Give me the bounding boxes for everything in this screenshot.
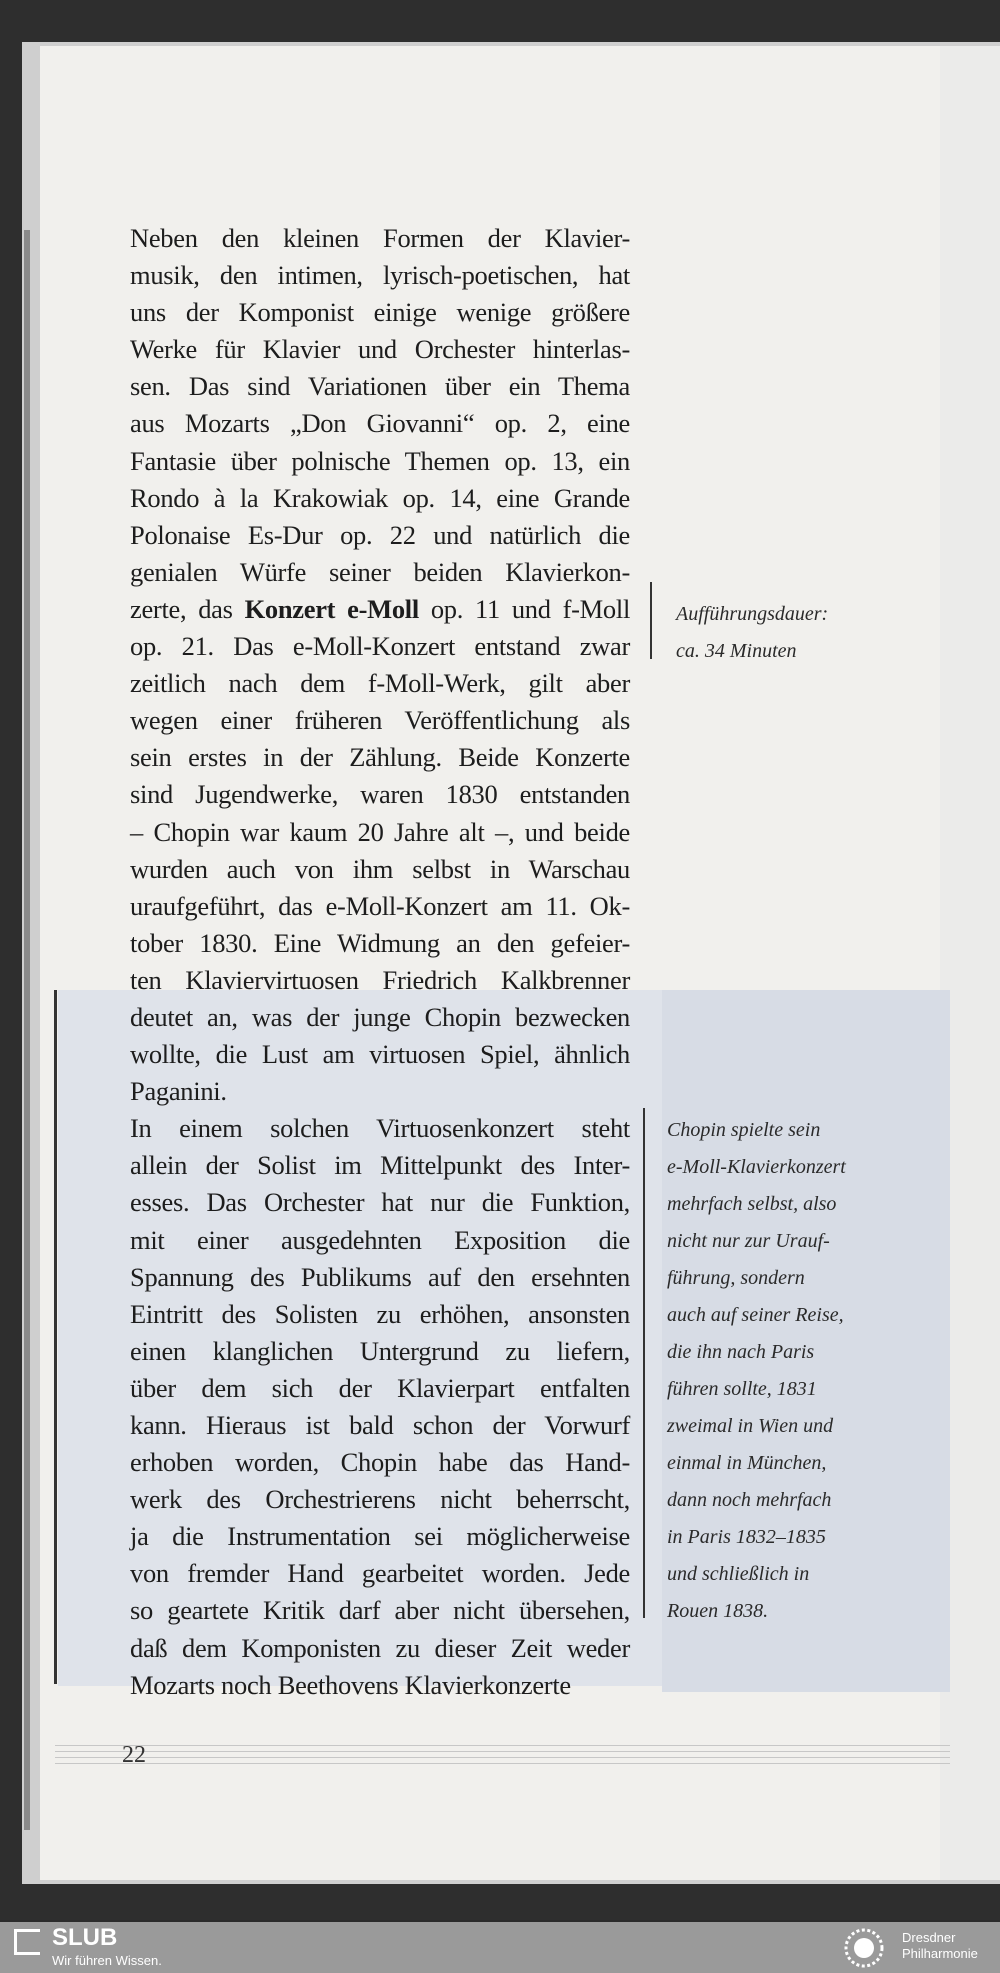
text-line: In einem solchen Virtuosenkonzert steht [130, 1113, 630, 1144]
duration-label: Aufführungsdauer: [676, 603, 829, 625]
slub-logo-icon [14, 1929, 40, 1955]
text-fragment: zerte, das [130, 593, 245, 624]
text-fragment: op. 11 und f-Moll [418, 593, 631, 624]
note-line: zweimal in Wien und [667, 1415, 834, 1437]
text-line: mit einer ausgedehnten Exposition die [130, 1224, 630, 1255]
text-line: musik, den intimen, lyrisch-poetischen, hat [130, 260, 630, 291]
text-line: kann. Hieraus ist bald schon der Vorwurf [130, 1410, 630, 1440]
body-text [130, 220, 630, 1704]
note-line: führen sollte, 1831 [667, 1378, 817, 1400]
text-line: genialen Würfe seiner beiden Klavierkon- [130, 556, 630, 587]
text-line: deutet an, was der junge Chopin bezwecken [130, 1001, 630, 1032]
text-line: wollte, die Lust am virtuosen Spiel, ähnlich [130, 1039, 630, 1070]
text-line: Polonaise Es-Dur op. 22 und natürlich die [130, 519, 630, 550]
text-line: daß dem Komponisten zu dieser Zeit weder [130, 1632, 630, 1663]
note-line: in Paris 1832–1835 [667, 1526, 826, 1548]
philharmonie-logo-icon [840, 1926, 888, 1970]
text-line: Rondo à la Krakowiak op. 14, eine Grande [130, 482, 630, 513]
text-line: über dem sich der Klavierpart entfalten [130, 1372, 630, 1403]
note-line: auch auf seiner Reise, [667, 1304, 844, 1326]
text-line: sind Jugendwerke, waren 1830 entstanden [130, 779, 630, 810]
slub-title: SLUB [52, 1924, 118, 1951]
note-line: die ihn nach Paris [667, 1341, 815, 1363]
text-line: sen. Das sind Variationen über ein Thema [130, 371, 630, 402]
text-line: werk des Orchestrierens nicht beherrscht, [130, 1484, 630, 1515]
text-line: einen klanglichen Untergrund zu liefern, [130, 1335, 630, 1366]
text-line: Paganini. [130, 1076, 227, 1107]
chopin-note-rule [643, 1108, 645, 1618]
text-line: Fantasie über polnische Themen op. 13, ein [130, 445, 630, 476]
text-line: sein erstes in der Zählung. Beide Konzerte [130, 742, 630, 773]
text-line: op. 21. Das e-Moll-Konzert entstand zwar [130, 631, 630, 662]
note-line: Rouen 1838. [667, 1600, 769, 1622]
note-line: dann noch mehrfach [667, 1489, 832, 1511]
panel-rule [54, 990, 57, 1684]
text-line: Werke für Klavier und Orchester hinterlas- [130, 334, 630, 365]
text-line: uns der Komponist einige wenige größere [130, 297, 630, 328]
work-title: Konzert e-Moll [244, 593, 419, 624]
text-line: Spannung des Publikums auf den ersehnten [130, 1261, 630, 1292]
text-line: Mozarts noch Beethovens Klavierkonzerte [130, 1669, 571, 1700]
duration-note [676, 596, 828, 670]
philharmonie-name [902, 1930, 978, 1962]
note-line: mehrfach selbst, also [667, 1193, 837, 1215]
philharmonie-line1: Dresdner [902, 1930, 956, 1945]
text-line: – Chopin war kaum 20 Jahre alt –, und beide [130, 816, 630, 847]
note-line: und schließlich in [667, 1563, 810, 1585]
text-line: von fremder Hand gearbeitet worden. Jede [130, 1558, 630, 1589]
text-line: Eintritt des Solisten zu erhöhen, ansonsten [130, 1298, 630, 1329]
text-line: aus Mozarts „Don Giovanni“ op. 2, eine [130, 408, 630, 439]
note-line: nicht nur zur Urauf- [667, 1230, 830, 1252]
text-line: allein der Solist im Mittelpunkt des Inter- [130, 1150, 630, 1181]
note-line: einmal in München, [667, 1452, 827, 1474]
text-line: erhoben worden, Chopin habe das Hand- [130, 1447, 630, 1478]
note-line: führung, sondern [667, 1267, 805, 1289]
duration-rule [650, 582, 652, 659]
text-line: ten Klaviervirtuosen Friedrich Kalkbrenner [130, 964, 630, 995]
philharmonie-line2: Philharmonie [902, 1946, 978, 1961]
chopin-note [667, 1112, 846, 1630]
text-line [130, 591, 630, 628]
slub-tagline: Wir führen Wissen. [52, 1953, 162, 1968]
note-line: Chopin spielte sein [667, 1119, 821, 1141]
duration-value: ca. 34 Minuten [676, 640, 797, 662]
text-line: tober 1830. Eine Widmung an den gefeier- [130, 927, 630, 958]
text-line: uraufgeführt, das e-Moll-Konzert am 11. Ok- [130, 890, 630, 921]
footer-rules [55, 1743, 950, 1773]
viewer-footer [0, 1922, 1000, 1973]
text-line: Neben den kleinen Formen der Klavier- [130, 223, 630, 253]
text-line: ja die Instrumentation sei möglicherweise [130, 1521, 630, 1552]
text-line: so geartete Kritik darf aber nicht übersehen, [130, 1595, 630, 1626]
page-number: 22 [122, 1742, 146, 1768]
page-edge [24, 230, 30, 1830]
note-line: e-Moll-Klavierkonzert [667, 1156, 846, 1178]
text-line: wurden auch von ihm selbst in Warschau [130, 853, 630, 884]
text-line: esses. Das Orchester hat nur die Funktion, [130, 1187, 630, 1218]
text-line: wegen einer früheren Veröffentlichung als [130, 705, 630, 736]
text-line: zeitlich nach dem f-Moll-Werk, gilt aber [130, 668, 630, 699]
